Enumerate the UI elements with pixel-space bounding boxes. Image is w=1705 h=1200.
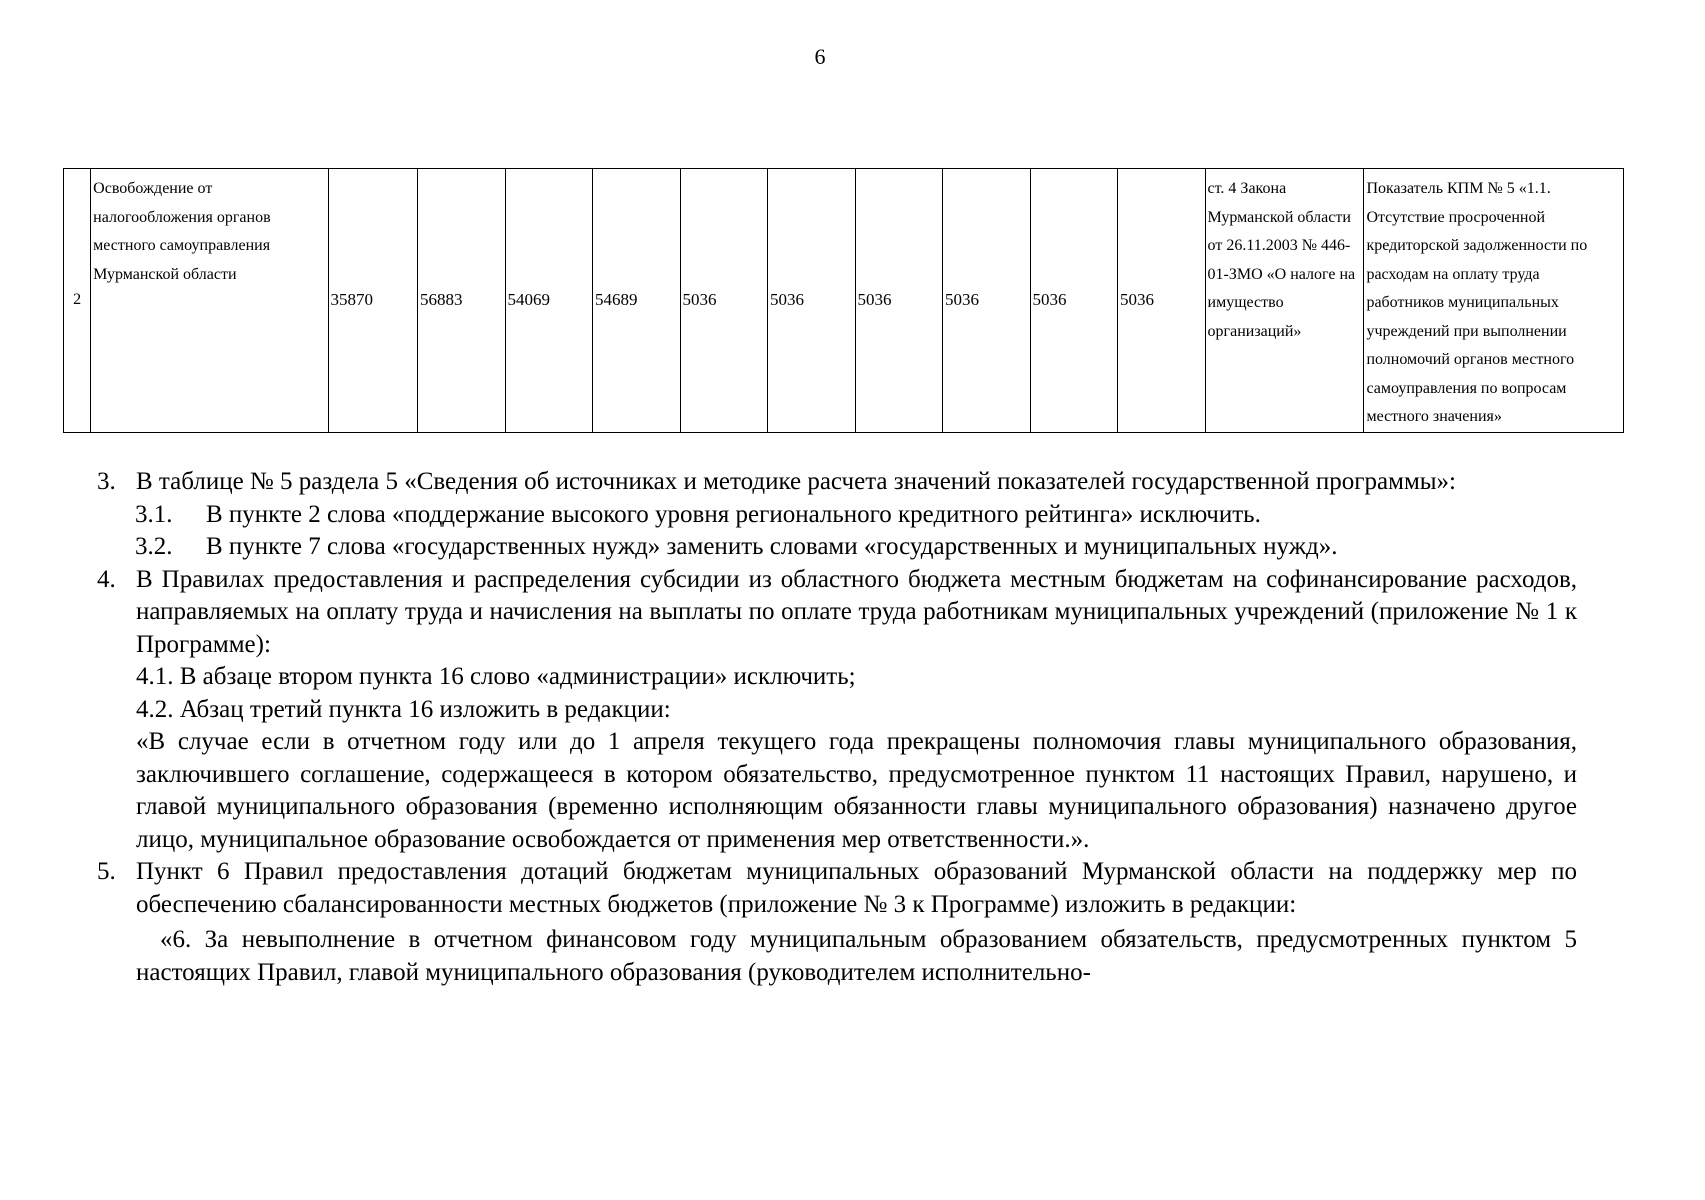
item-marker: 4. xyxy=(97,565,116,593)
document-body xyxy=(97,466,1577,989)
item-3-2 xyxy=(97,531,1577,564)
item-text: В Правилах предоставления и распределения субсидии из областного бюджета местным бюджетам на софинансирование расходов, направляемых на оплату труда и начисления на выплаты по оплате труда работникам муниципальных учреждений (приложение № 1 к Программе): xyxy=(136,565,1577,658)
item-text: Пункт 6 Правил предоставления дотаций бюджетам муниципальных образований Мурманской области на поддержку мер по обеспечению сбалансированности местных бюджетов (приложение № 3 к Программе) изложить в редакции: xyxy=(136,858,1577,918)
item-marker: 5. xyxy=(97,858,116,885)
value-cell: 5036 xyxy=(855,169,943,433)
indicator-cell: Показатель КПМ № 5 «1.1. Отсутствие просроченной кредиторской задолженности по расходам на оплату труда работников муниципальных учреждений при выполнении полномочий органов местного самоуправления по вопросам местного значения» xyxy=(1364,169,1624,433)
item-text: В таблице № 5 раздела 5 «Сведения об источниках и методике расчета значений показателей государственной программы»: xyxy=(136,468,1457,495)
page-number: 6 xyxy=(814,44,826,69)
item-5 xyxy=(97,856,1577,921)
item-4 xyxy=(97,564,1577,662)
item-marker: 3.1. xyxy=(135,500,173,528)
value-cell: 5036 xyxy=(943,169,1031,433)
row-number: 2 xyxy=(64,169,91,433)
value-cell: 5036 xyxy=(1030,169,1118,433)
table-row xyxy=(64,169,1624,433)
value-cell: 56883 xyxy=(418,169,506,433)
indicator-table xyxy=(63,168,1624,433)
row-description: Освобождение от налогообложения органов местного самоуправления Мурманской области xyxy=(91,169,328,433)
value-cell: 5036 xyxy=(768,169,856,433)
item-3-1 xyxy=(97,499,1577,532)
value-cell: 54689 xyxy=(593,169,681,433)
item-text: В пункте 2 слова «поддержание высокого уровня регионального кредитного рейтинга» исключить. xyxy=(206,500,1261,528)
quote-4: «В случае если в отчетном году или до 1 апреля текущего года прекращены полномочия главы муниципального образования, заключившего соглашение, содержащееся в котором обязательство, предусмотренное пунктом 11 настоящих Правил, нарушено, и главой муниципального образования (временно исполняющим обязанности главы муниципального образования) назначено другое лицо, муниципальное образование освобождается от применения мер ответственности.». xyxy=(136,728,1577,853)
item-marker: 3.2. xyxy=(135,533,173,560)
quote-5: «6. За невыполнение в отчетном финансовом году муниципальным образованием обязательств, предусмотренных пунктом 5 настоящих Правил, главой муниципального образования (руководителем исполнительно- xyxy=(136,926,1577,986)
value-cell: 54069 xyxy=(505,169,593,433)
item-marker: 3. xyxy=(97,468,116,495)
item-3 xyxy=(97,466,1577,499)
value-cell: 5036 xyxy=(1118,169,1206,433)
item-text: В пункте 7 слова «государственных нужд» заменить словами «государственных и муниципальных нужд». xyxy=(206,533,1338,560)
item-4-1: 4.1. В абзаце втором пункта 16 слово «администрации» исключить; xyxy=(136,663,856,690)
value-cell: 35870 xyxy=(328,169,418,433)
value-cell: 5036 xyxy=(680,169,768,433)
legal-basis-cell: ст. 4 Закона Мурманской области от 26.11.2003 № 446-01-ЗМО «О налоге на имущество организаций» xyxy=(1205,169,1364,433)
item-4-2: 4.2. Абзац третий пункта 16 изложить в редакции: xyxy=(136,695,671,723)
